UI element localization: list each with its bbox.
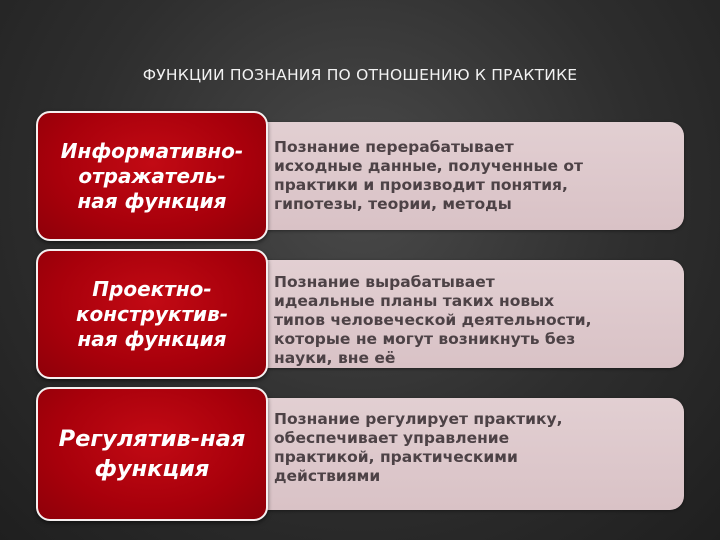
function-title-box — [36, 387, 268, 521]
function-description-box — [232, 260, 684, 368]
function-row-informative — [36, 111, 684, 241]
function-title: Регулятив-ная функция — [58, 426, 246, 482]
slide-title: ФУНКЦИИ ПОЗНАНИЯ ПО ОТНОШЕНИЮ К ПРАКТИКЕ — [142, 66, 578, 84]
function-description-box — [232, 398, 684, 510]
function-description: Познание перерабатывает исходные данные, полученные от практики и производит понятия, гипотезы, теории, методы — [274, 138, 584, 213]
function-description: Познание регулирует практику, обеспечивает управление практикой, практическими действиями — [274, 410, 563, 485]
function-title: Информативно- отражатель- ная функция — [60, 138, 244, 213]
function-row-regulative — [36, 387, 684, 521]
function-title-box — [36, 111, 268, 241]
function-row-projective — [36, 249, 684, 379]
function-description: Познание вырабатывает идеальные планы таких новых типов человеческой деятельности, которые не могут возникнуть без науки, вне её — [274, 273, 592, 367]
function-title-box — [36, 249, 268, 379]
function-description-box — [232, 122, 684, 230]
function-title: Проектно- конструктив- ная функция — [75, 276, 229, 351]
